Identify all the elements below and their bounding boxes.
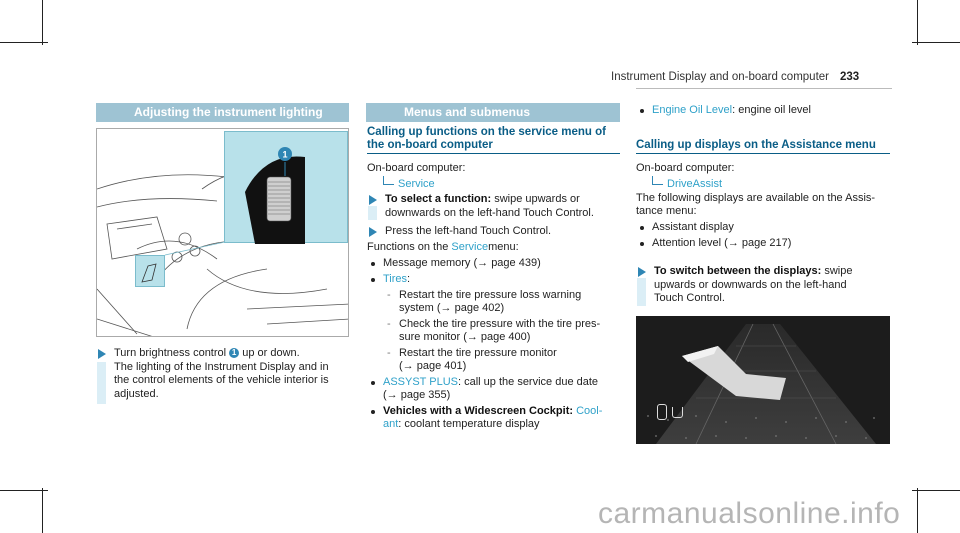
press-step: Press the left-hand Touch Control. (385, 225, 552, 237)
crop-mark (42, 488, 43, 533)
crop-mark (0, 490, 48, 491)
switch-displays-step: To switch between the displays: swipe (654, 265, 853, 277)
note-bar (97, 362, 106, 404)
switch-displays-step: Touch Control. (654, 292, 725, 304)
page-number: 233 (840, 71, 860, 83)
crop-mark (912, 42, 960, 43)
item-engine-oil[interactable]: Engine Oil Level: engine oil level (652, 104, 811, 116)
dash: - (387, 347, 391, 359)
dash: - (387, 289, 391, 301)
crop-mark (0, 42, 48, 43)
crop-mark (917, 488, 918, 533)
assistance-intro: The following displays are available on the Assis- (636, 192, 876, 204)
item-widescreen: Vehicles with a Widescreen Cockpit: Cool- (383, 405, 603, 417)
subhead-rule (636, 153, 890, 154)
attention-coffee-icon (672, 407, 683, 418)
assist-lane-icon (657, 404, 667, 420)
sub-restart-monitor: (→ page 401) (399, 360, 467, 372)
assistance-display-screen (636, 316, 890, 444)
item-widescreen: ant: coolant temperature display (383, 418, 540, 430)
menu-path-icon (383, 176, 394, 185)
assistance-intro: tance menu: (636, 205, 697, 217)
lighting-desc-line: adjusted. (114, 388, 159, 400)
bullet (640, 226, 644, 230)
item-assistant-display: Assistant display (652, 221, 734, 233)
step-arrow-icon (98, 349, 106, 359)
menu-path-icon (652, 176, 663, 185)
dashboard-illustration (96, 128, 349, 337)
bullet (640, 242, 644, 246)
running-header: Instrument Display and on-board computer (611, 71, 829, 83)
onboard-label: On-board computer: (367, 162, 466, 174)
crop-mark (42, 0, 43, 45)
subhead-service-menu: Calling up functions on the service menu of (367, 126, 606, 138)
item-message-memory: Message memory (→ page 439) (383, 257, 541, 269)
switch-displays-step: upwards or downwards on the left-hand (654, 279, 847, 291)
sub-restart-loss: Restart the tire pressure loss warning (399, 289, 582, 301)
step-arrow-icon (369, 227, 377, 237)
subhead-rule (367, 153, 620, 154)
callout-1-icon: 1 (229, 348, 239, 358)
bullet (371, 381, 375, 385)
bullet (371, 262, 375, 266)
bullet (640, 109, 644, 113)
section-title-menus: Menus and submenus (366, 103, 620, 122)
item-assyst: (→ page 355) (383, 389, 451, 401)
menu-path[interactable]: Service (383, 176, 435, 192)
lighting-desc-line: The lighting of the Instrument Display and in (114, 361, 329, 373)
item-tires[interactable]: Tires: (383, 273, 411, 285)
note-bar (637, 278, 646, 306)
functions-intro: Functions on the Servicemenu: (367, 241, 519, 253)
header-rule (636, 88, 892, 89)
svg-text:1: 1 (282, 149, 288, 160)
watermark: carmanualsonline.info (598, 497, 901, 530)
sub-check-pressure: sure monitor (→ page 400) (399, 331, 531, 343)
note-bar (368, 206, 377, 220)
sub-restart-loss: system (→ page 402) (399, 302, 505, 314)
step-arrow-icon (638, 267, 646, 277)
section-title-lighting: Adjusting the instrument lighting (96, 103, 349, 122)
subhead-assistance-menu: Calling up displays on the Assistance menu (636, 139, 876, 151)
bullet (371, 410, 375, 414)
sub-restart-monitor: Restart the tire pressure monitor (399, 347, 557, 359)
dash: - (387, 318, 391, 330)
lighting-desc-line: the control elements of the vehicle interior is (114, 374, 329, 386)
crop-mark (912, 490, 960, 491)
lighting-step: Turn brightness control 1 up or down. (114, 347, 300, 359)
subhead-service-menu: the on-board computer (367, 139, 493, 151)
crop-mark (917, 0, 918, 45)
select-function-step: downwards on the left-hand Touch Control. (385, 207, 594, 219)
step-arrow-icon (369, 195, 377, 205)
bullet (371, 278, 375, 282)
onboard-label: On-board computer: (636, 162, 735, 174)
item-assyst[interactable]: ASSYST PLUS: call up the service due date (383, 376, 599, 388)
sub-check-pressure: Check the tire pressure with the tire pres- (399, 318, 601, 330)
item-attention-level: Attention level (→ page 217) (652, 237, 792, 249)
select-function-step: To select a function: swipe upwards or (385, 193, 580, 205)
menu-path[interactable]: DriveAssist (652, 176, 722, 192)
